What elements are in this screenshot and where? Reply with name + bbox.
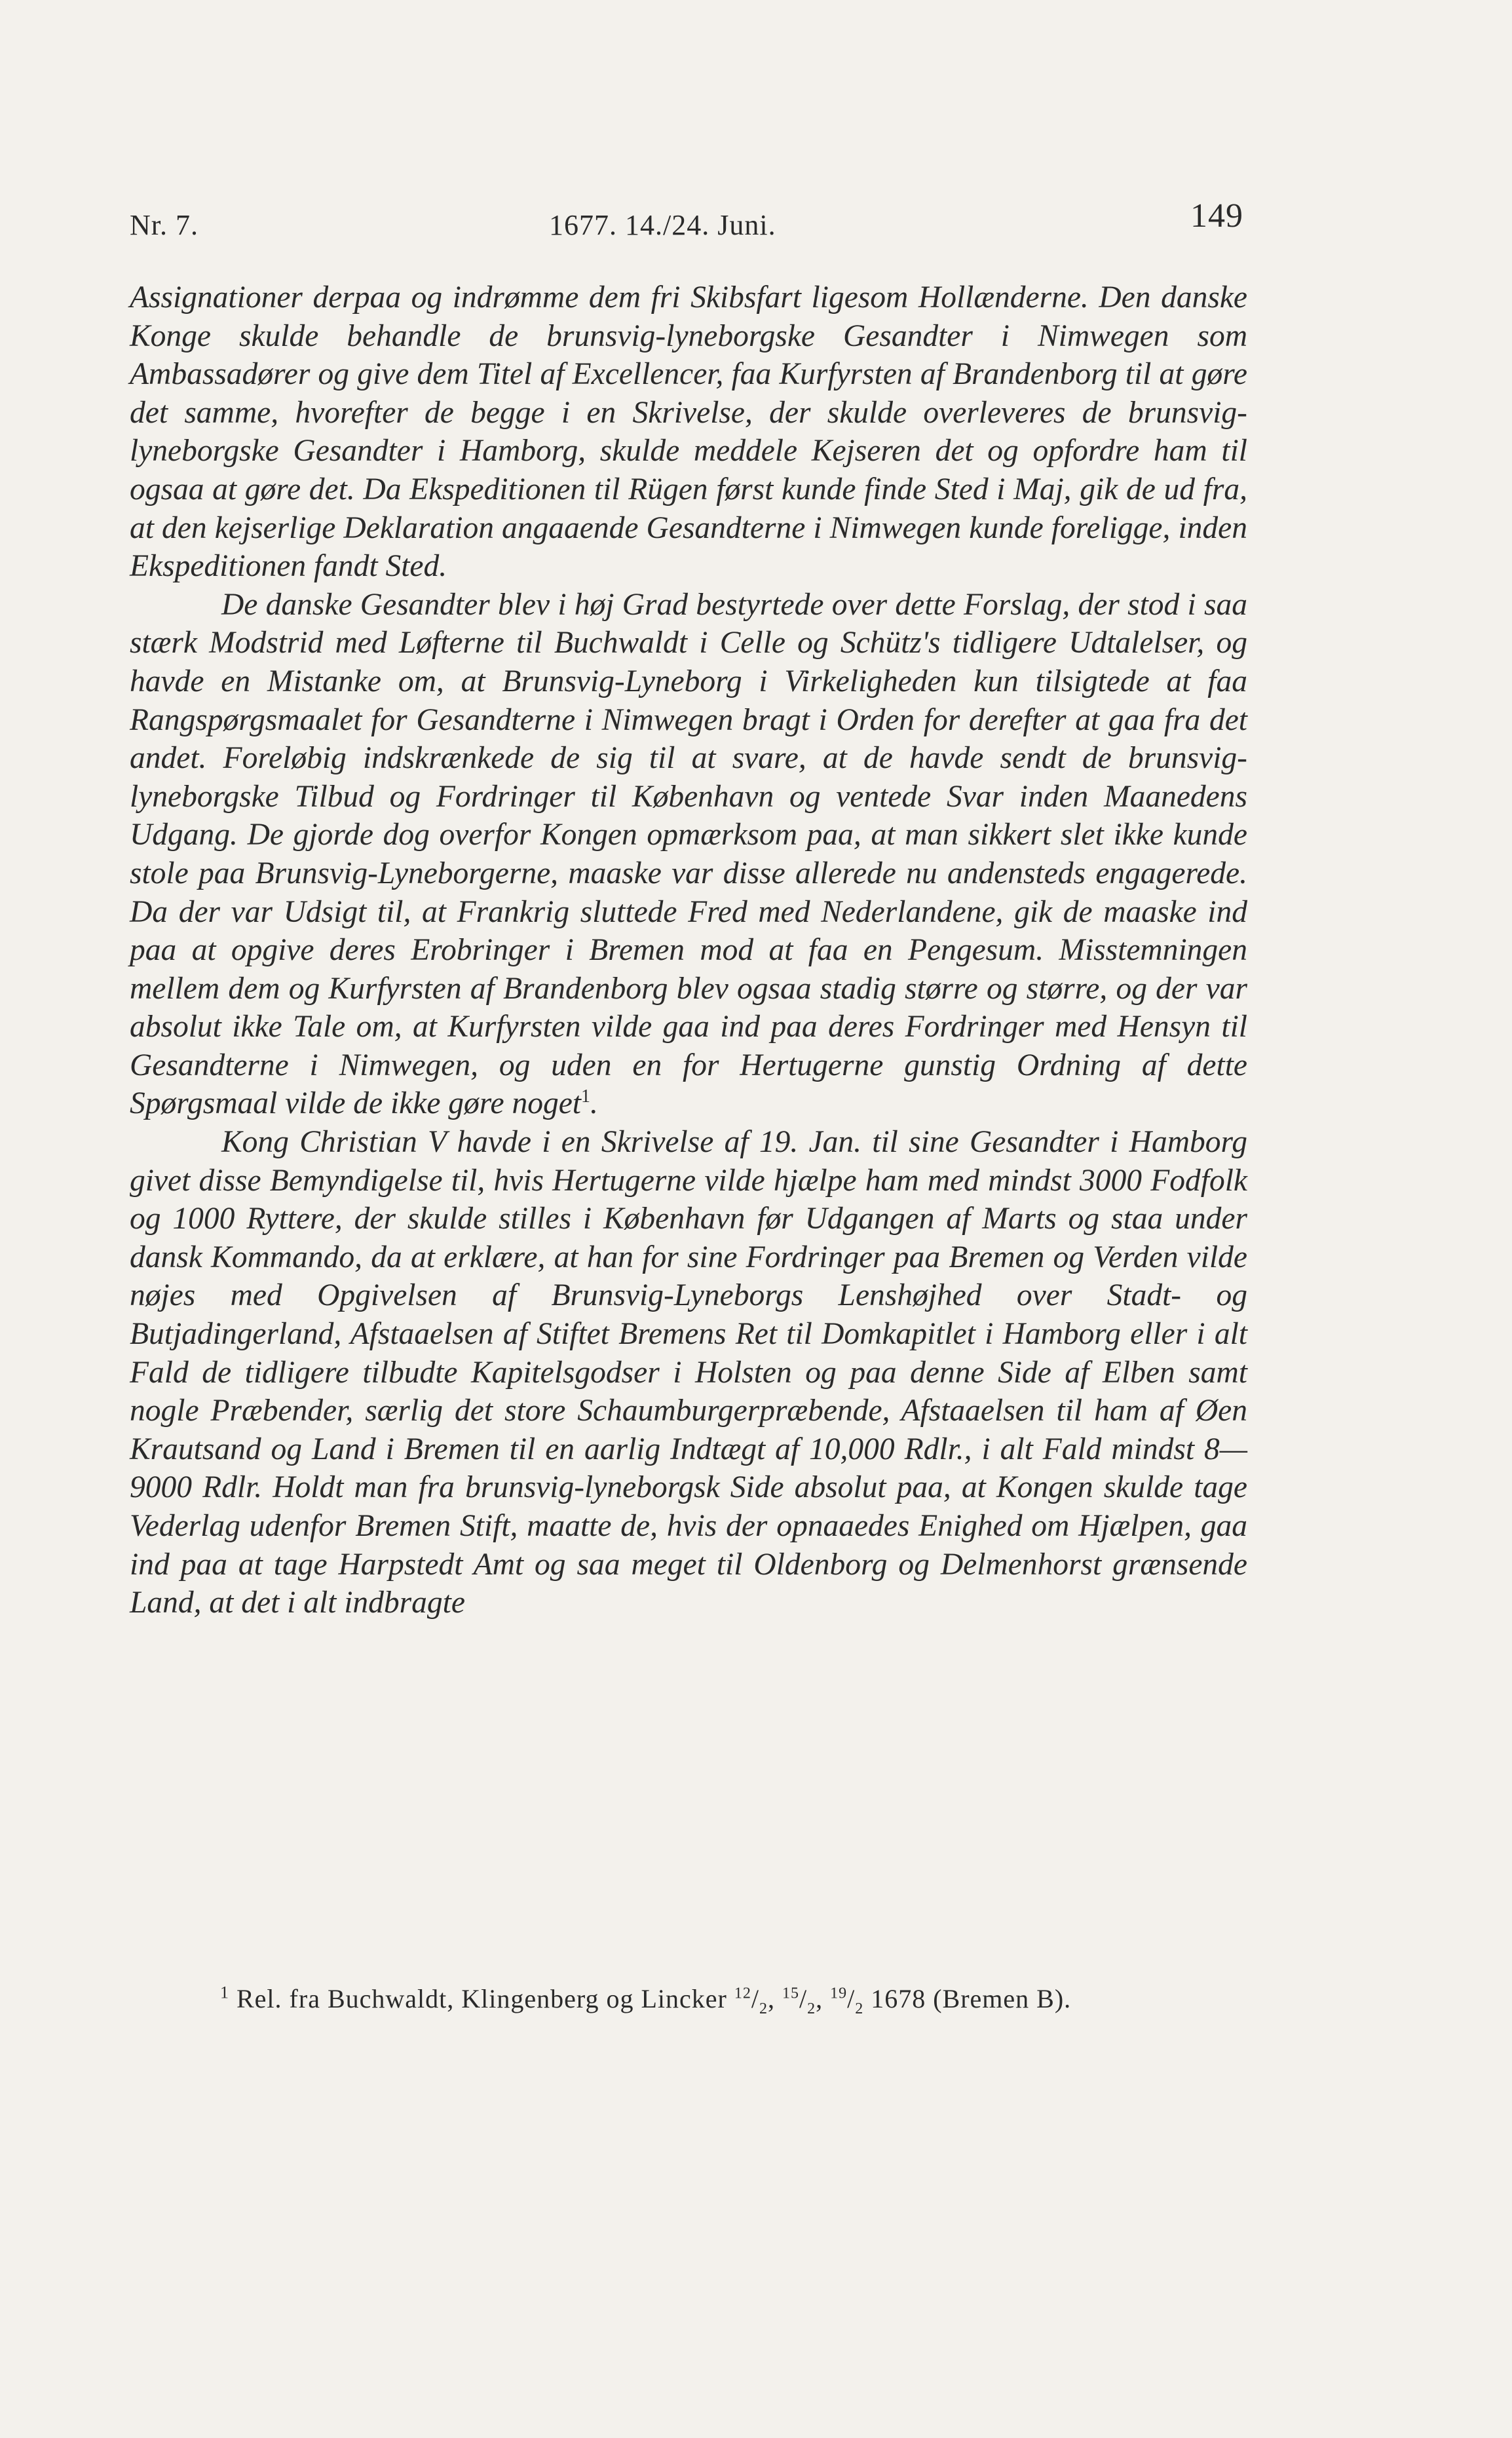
running-date: 1677. 14./24. Juni. (549, 209, 776, 241)
footnote-date-1: $^{12}/_2$ (734, 1984, 768, 2017)
paragraph-2 (130, 586, 1247, 1123)
footnote-mark: 1 (220, 1983, 229, 2002)
paragraph-2-end: . (590, 1086, 598, 1121)
footnote-reference: 1 (581, 1086, 591, 1107)
paragraph-1: Assignationer derpaa og indrømme dem fri Skibsfart ligesom Hollænderne. Den danske Konge skulde behandle de brunsvig-lyneborgske Gesandter i Nimwegen som Ambassadører og give dem Titel af Excellencer, faa Kurfyrsten af Brandenborg til at gøre det samme, hvorefter de begge i en Skrivelse, der skulde overleveres de brunsvig-lyneborgske Gesandter i Hamborg, skulde meddele Kejseren det og opfordre ham til ogsaa at gøre det. Da Ekspeditionen til Rügen først kunde finde Sted i Maj, gik de ud fra, at den kejserlige Deklaration angaaende Gesandterne i Nimwegen kunde foreligge, inden Ekspeditionen fandt Sted. (130, 280, 1247, 584)
paragraph-2-text: De danske Gesandter blev i høj Grad bestyrtede over dette Forslag, der stod i saa stærk Modstrid med Løfterne til Buchwaldt i Celle og Schütz's tidligere Udtalelser, og havde en Mistanke om, at Brunsvig-Lyneborg i Virkeligheden kun tilsigtede at faa Rangspørgsmaalet for Gesandterne i Nimwegen bragt i Orden for derefter at gaa fra det andet. Foreløbig indskrænkede de sig til at svare, at de havde sendt de brunsvig-lyneborgske Tilbud og Fordringer til København og ventede Svar inden Maanedens Udgang. De gjorde dog overfor Kongen opmærksom paa, at man sikkert slet ikke kunde stole paa Brunsvig-Lyneborgerne, maaske var disse allerede nu andensteds engagerede. Da der var Udsigt til, at Frankrig sluttede Fred med Nederlandene, gik de maaske ind paa at opgive deres Erobringer i Bremen mod at faa en Pengesum. Misstemningen mellem dem og Kurfyrsten af Brandenborg blev ogsaa stadig større og større, og der var absolut ikke Tale om, at Kurfyrsten vilde gaa ind paa deres Fordringer med Hensyn til Gesandterne i Nimwegen, og uden en for Hertugerne gunstig Ordning af dette Spørgsmaal vilde de ikke gøre noget (130, 587, 1247, 1121)
issue-number: Nr. 7. (130, 209, 198, 241)
footnote-date-3: $^{19}/_2$ (830, 1984, 864, 2017)
footnote-text-before: Rel. fra Buchwaldt, Klingenberg og Lincker (236, 1984, 727, 2013)
paragraph-3: Kong Christian V havde i en Skrivelse af 19. Jan. til sine Gesandter i Hamborg givet disse Bemyndigelse til, hvis Hertugerne vilde hjælpe ham med mindst 3000 Fodfolk og 1000 Ryttere, der skulde stilles i København før Udgangen af Marts og staa under dansk Kommando, da at erklære, at han for sine Fordringer paa Bremen og Verden vilde nøjes med Opgivelsen af Brunsvig-Lyneborgs Lenshøjhed over Stadt- og Butjadingerland, Afstaaelsen af Stiftet Bremens Ret til Domkapitlet i Hamborg eller i alt Fald de tidligere tilbudte Kapitelsgodser i Holsten og paa denne Side af Elben samt nogle Præbender, særlig det store Schaumburgerpræbende, Afstaaelsen til ham af Øen Krautsand og Land i Bremen til en aarlig Indtægt af 10,000 Rdlr., i alt Fald mindst 8—9000 Rdlr. Holdt man fra brunsvig-lyneborgsk Side absolut paa, at Kongen skulde tage Vederlag udenfor Bremen Stift, maatte de, hvis der opnaaedes Enighed om Hjælpen, gaa ind paa at tage Harpstedt Amt og saa meget til Oldenborg og Delmenhorst grænsende Land, at det i alt indbragte (130, 1125, 1247, 1620)
page-number: 149 (1190, 197, 1243, 235)
body-text (130, 278, 1247, 1622)
footnote-text-after: 1678 (Bremen B). (871, 1984, 1072, 2013)
footnote-date-2: $^{15}/_2$ (782, 1984, 816, 2017)
page-header (130, 197, 1243, 256)
footnote: $^1$ Rel. fra Buchwaldt, Klingenberg og Lincker $^{12}/_2$, $^{15}/_2$, $^{19}/_2$ 1678 (Bremen B). (220, 1983, 1072, 2017)
